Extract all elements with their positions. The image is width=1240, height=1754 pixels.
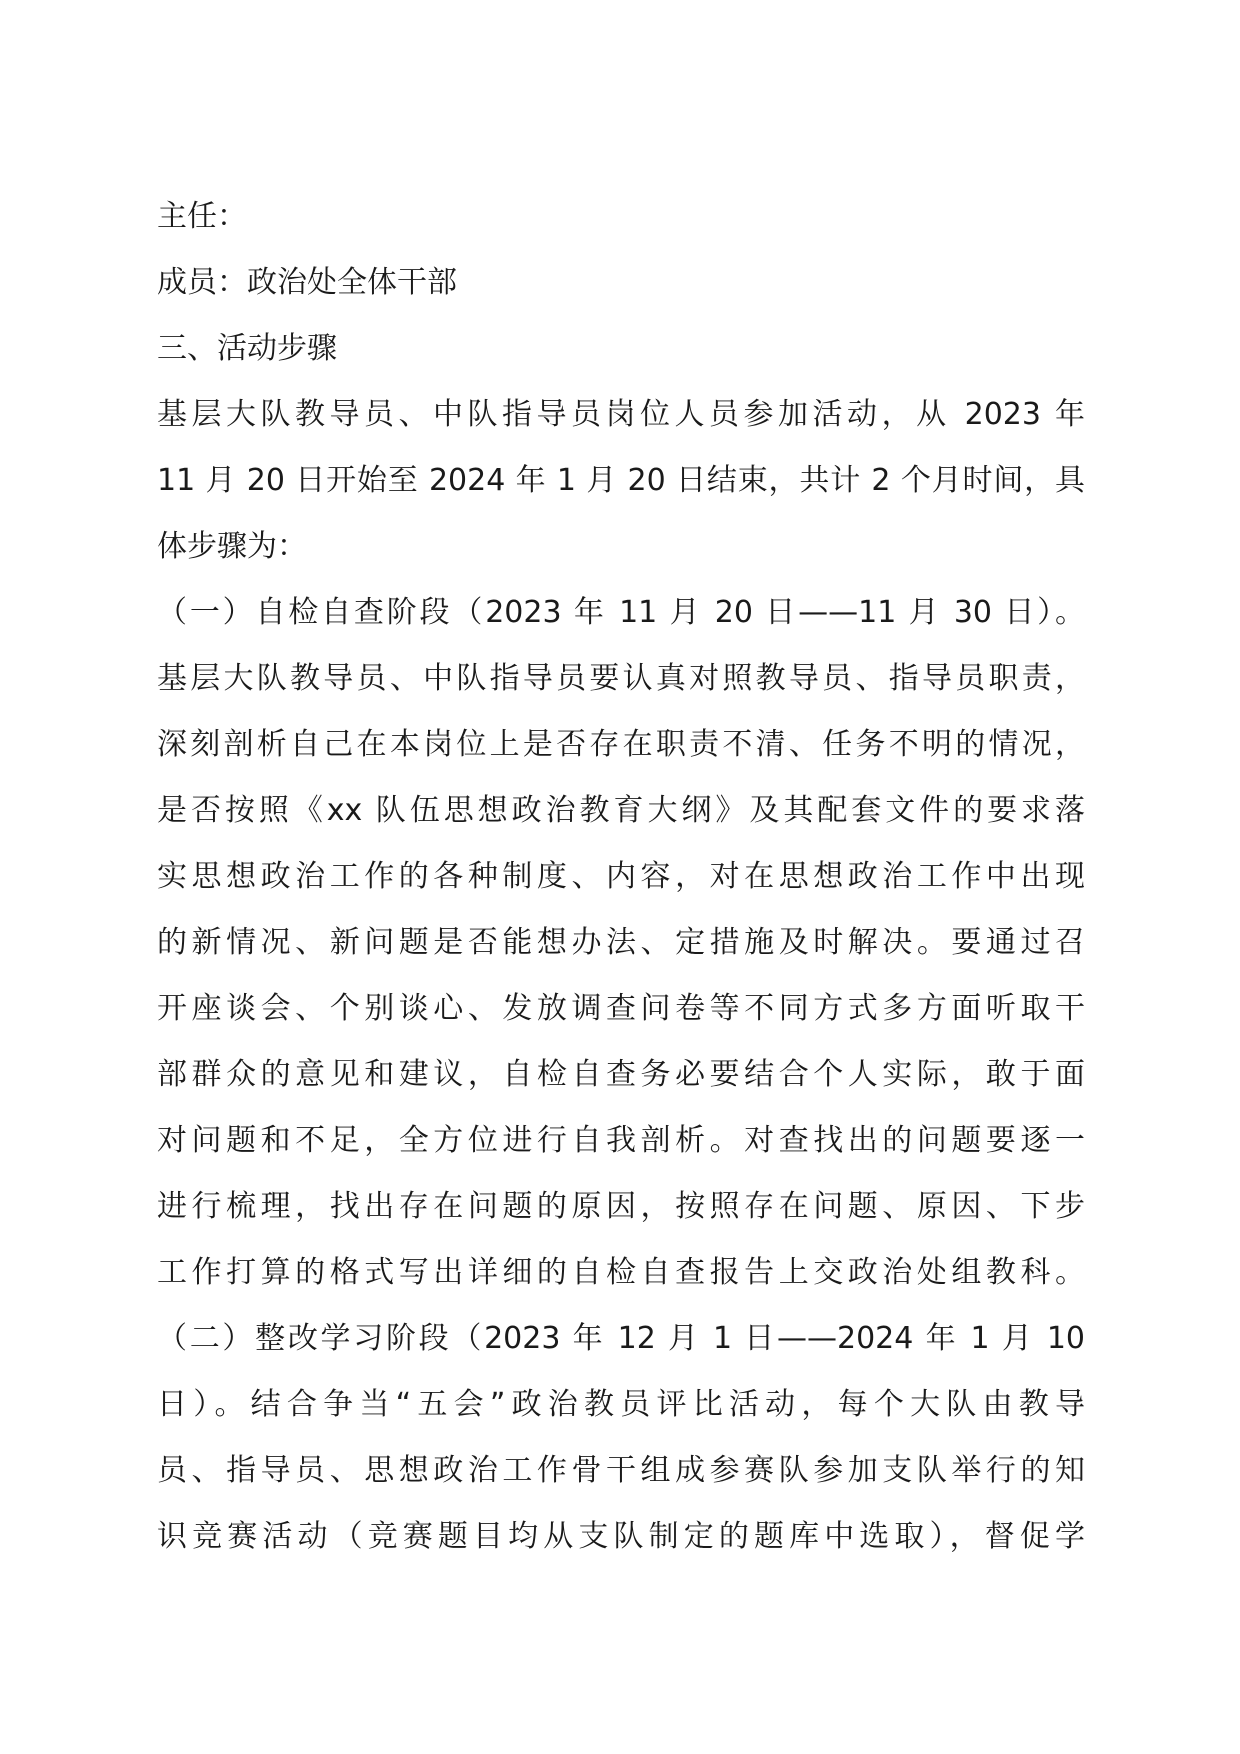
text-line: 部群众的意见和建议，自检自查务必要结合个人实际，敢于面 — [157, 1057, 1085, 1092]
text-line: 日）。结合争当“五会”政治教员评比活动，每个大队由教导 — [157, 1387, 1085, 1422]
text-line: 员、指导员、思想政治工作骨干组成参赛队参加支队举行的知 — [157, 1453, 1085, 1488]
text-line: 成员：政治处全体干部 — [157, 265, 457, 300]
text-line: （一）自检自查阶段（2023 年 11 月 20 日——11 月 30 日）。 — [157, 595, 1085, 630]
text-line: 识竞赛活动（竞赛题目均从支队制定的题库中选取），督促学 — [157, 1519, 1085, 1554]
text-line: 对问题和不足，全方位进行自我剖析。对查找出的问题要逐一 — [157, 1123, 1085, 1158]
document-body — [157, 184, 1085, 1570]
text-line: 实思想政治工作的各种制度、内容，对在思想政治工作中出现 — [157, 859, 1085, 894]
text-line: 开座谈会、个别谈心、发放调查问卷等不同方式多方面听取干 — [157, 991, 1085, 1026]
text-line: 主任： — [157, 199, 247, 234]
text-line: 工作打算的格式写出详细的自检自查报告上交政治处组教科。 — [157, 1255, 1085, 1290]
text-line: （二）整改学习阶段（2023 年 12 月 1 日——2024 年 1 月 10 — [157, 1321, 1085, 1356]
text-line: 基层大队教导员、中队指导员岗位人员参加活动，从 2023 年 — [157, 397, 1085, 432]
text-line: 是否按照《xx 队伍思想政治教育大纲》及其配套文件的要求落 — [157, 793, 1085, 828]
text-line: 进行梳理，找出存在问题的原因，按照存在问题、原因、下步 — [157, 1189, 1085, 1224]
text-line: 11 月 20 日开始至 2024 年 1 月 20 日结束，共计 2 个月时间，具 — [157, 463, 1085, 498]
text-line: 体步骤为： — [157, 529, 307, 564]
text-line: 深刻剖析自己在本岗位上是否存在职责不清、任务不明的情况， — [157, 727, 1085, 762]
text-line: 基层大队教导员、中队指导员要认真对照教导员、指导员职责， — [157, 661, 1085, 696]
text-line: 的新情况、新问题是否能想办法、定措施及时解决。要通过召 — [157, 925, 1085, 960]
text-line: 三、活动步骤 — [157, 331, 337, 366]
